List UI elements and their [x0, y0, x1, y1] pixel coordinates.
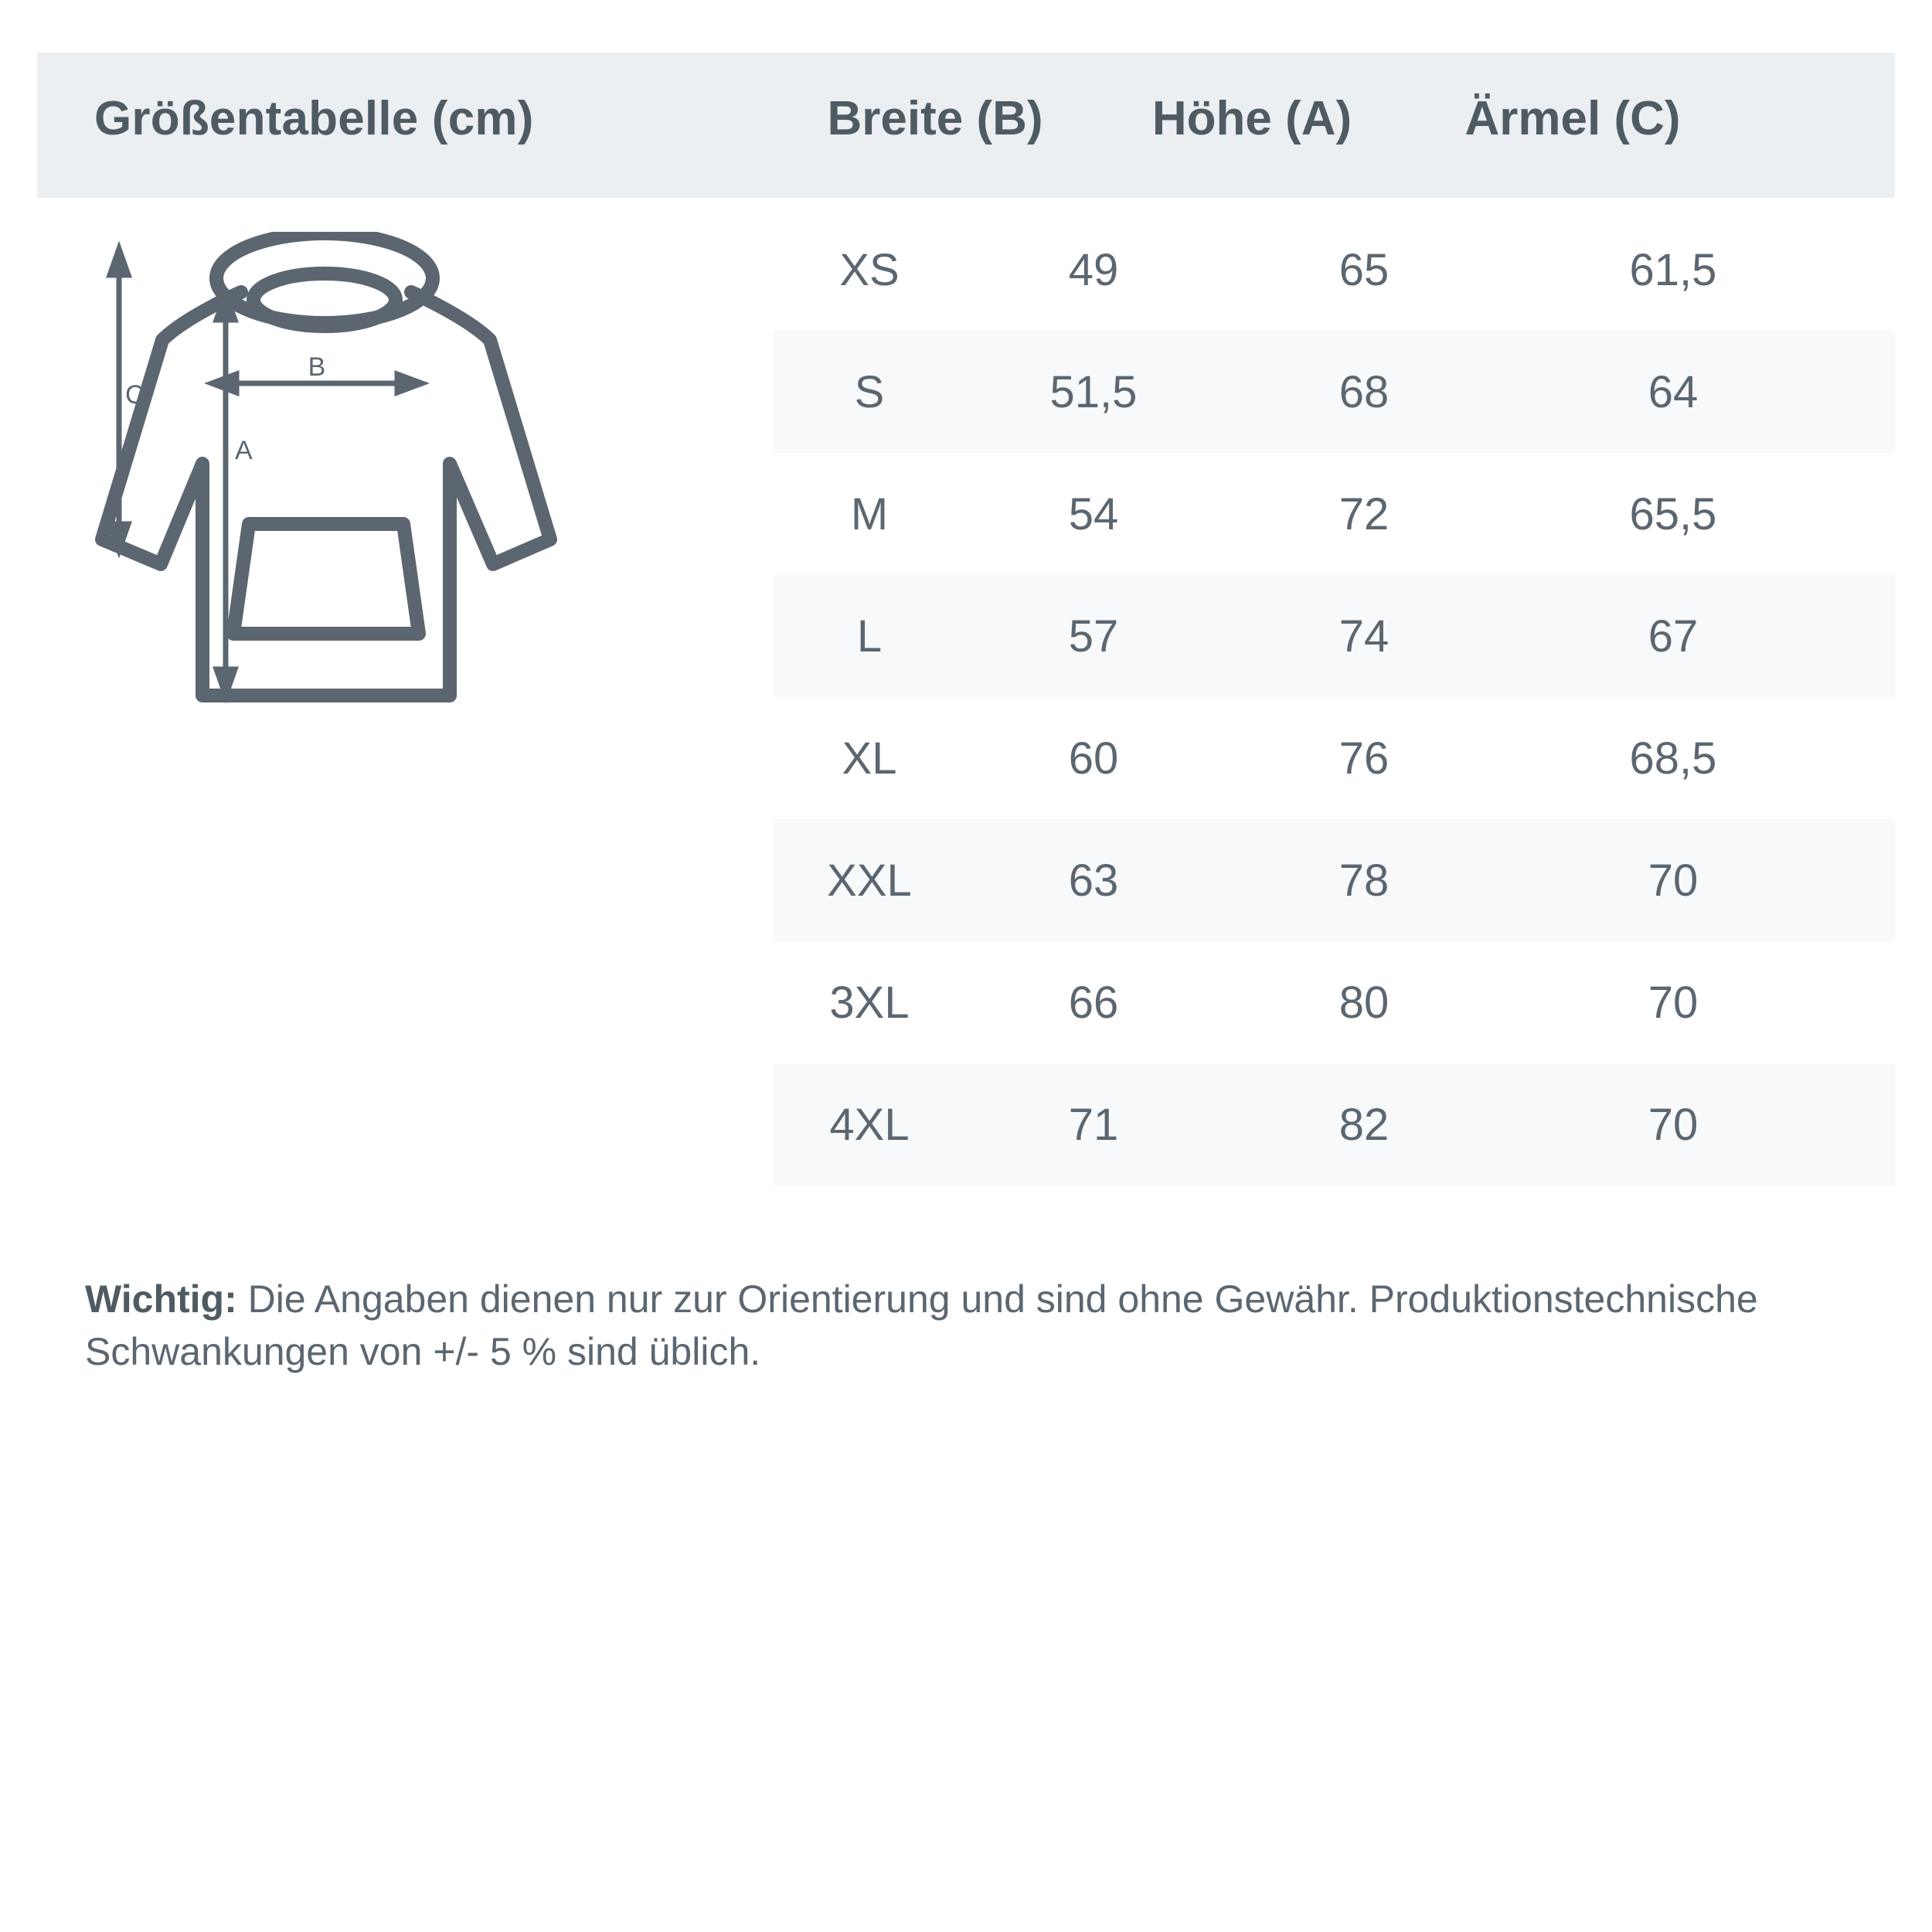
table-row	[773, 697, 1895, 819]
table-row	[773, 575, 1895, 697]
table-row	[773, 941, 1895, 1063]
cell-width: 63	[1068, 855, 1119, 906]
page-title: Größentabelle (cm)	[94, 92, 534, 145]
table-row	[773, 453, 1895, 575]
cell-height: 74	[1338, 611, 1389, 662]
label-width: B	[308, 352, 326, 382]
table-column-headers	[773, 91, 1855, 146]
size-table	[773, 209, 1895, 1185]
cell-width: 71	[1068, 1099, 1119, 1150]
disclaimer-label: Wichtig:	[85, 1277, 237, 1321]
cell-size: S	[854, 366, 885, 417]
cell-size: L	[856, 611, 883, 662]
column-header-sleeve: Ärmel (C)	[1464, 92, 1681, 145]
cell-size: M	[850, 488, 889, 539]
cell-sleeve: 68,5	[1629, 733, 1717, 784]
cell-sleeve: 70	[1648, 1099, 1699, 1150]
cell-height: 65	[1338, 244, 1389, 295]
cell-sleeve: 61,5	[1629, 244, 1717, 295]
cell-height: 78	[1338, 855, 1389, 906]
cell-width: 54	[1068, 488, 1119, 539]
cell-size: XS	[839, 244, 900, 295]
cell-width: 60	[1068, 733, 1119, 784]
column-header-height: Höhe (A)	[1151, 92, 1352, 145]
cell-sleeve: 64	[1648, 366, 1699, 417]
cell-width: 57	[1068, 611, 1119, 662]
table-row	[773, 331, 1895, 453]
label-height: A	[235, 436, 253, 465]
cell-height: 80	[1338, 977, 1389, 1028]
cell-sleeve: 70	[1648, 855, 1699, 906]
cell-size: 3XL	[829, 977, 910, 1028]
cell-size: XXL	[827, 855, 912, 906]
cell-height: 76	[1338, 733, 1389, 784]
hoodie-measurement-diagram	[70, 232, 765, 835]
cell-sleeve: 65,5	[1629, 488, 1717, 539]
cell-height: 72	[1338, 488, 1389, 539]
cell-sleeve: 67	[1648, 611, 1699, 662]
table-row	[773, 1063, 1895, 1185]
cell-size: 4XL	[829, 1099, 910, 1150]
table-row	[773, 209, 1895, 331]
cell-sleeve: 70	[1648, 977, 1699, 1028]
cell-width: 51,5	[1049, 366, 1138, 417]
cell-height: 68	[1338, 366, 1389, 417]
cell-width: 66	[1068, 977, 1119, 1028]
column-header-width: Breite (B)	[827, 92, 1043, 145]
hoodie-icon	[70, 232, 765, 835]
cell-width: 49	[1068, 244, 1119, 295]
table-row	[773, 819, 1895, 941]
disclaimer-text: Die Angaben dienen nur zur Orientierung und sind ohne Gewähr. Produktionstechnische Schwankungen von +/- 5 % sind üblich.	[85, 1277, 1758, 1373]
label-sleeve: C	[125, 380, 145, 410]
cell-height: 82	[1338, 1099, 1389, 1150]
disclaimer-note	[85, 1274, 1862, 1378]
cell-size: XL	[842, 733, 897, 784]
